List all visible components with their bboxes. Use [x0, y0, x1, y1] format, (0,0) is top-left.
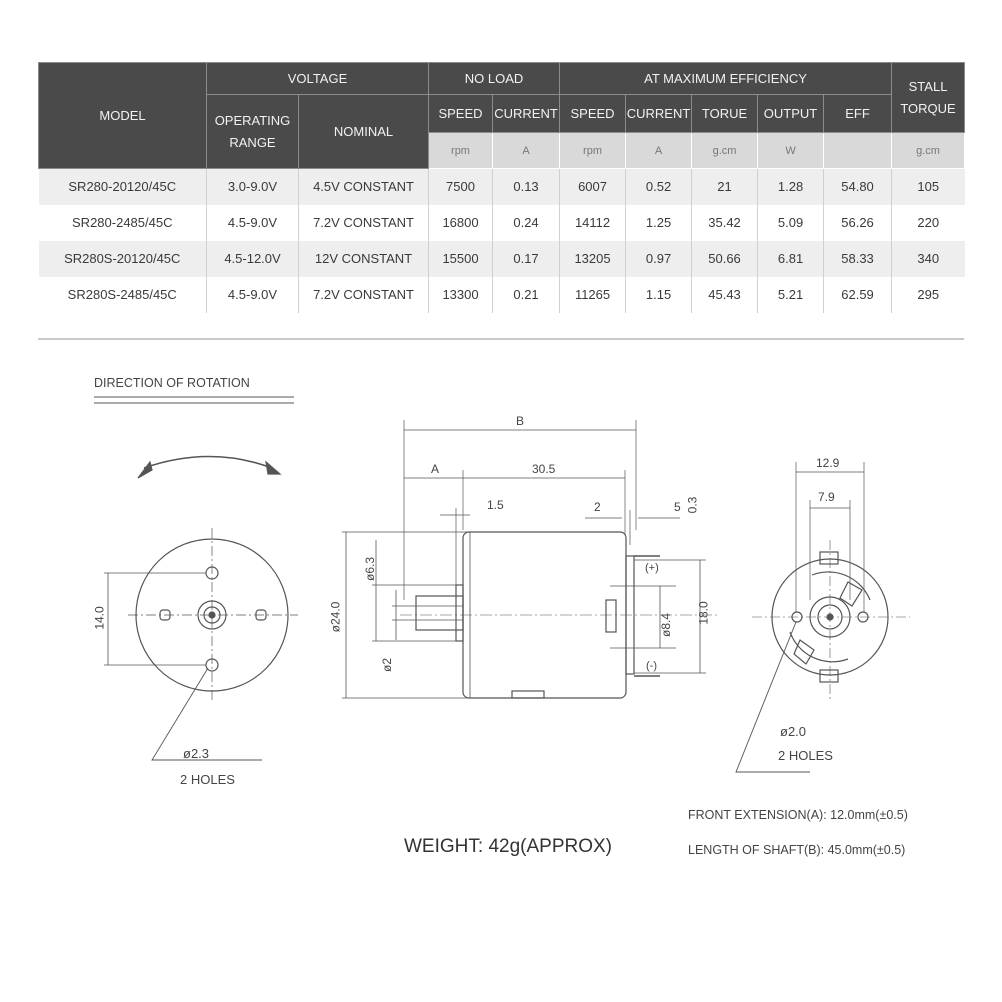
cell-output: 6.81 [758, 241, 824, 277]
unit-nl-speed: rpm [429, 133, 493, 169]
col-me-current: CURRENT [626, 95, 692, 133]
cell-model: SR280-20120/45C [39, 169, 207, 205]
cell-nl-speed: 13300 [429, 277, 493, 313]
stall-label-line2: TORQUE [900, 100, 956, 116]
dim-1-5: 1.5 [487, 498, 504, 512]
unit-stall: g.cm [892, 133, 965, 169]
cell-me-speed: 13205 [560, 241, 626, 277]
cell-nominal: 7.2V CONSTANT [299, 277, 429, 313]
cell-me-current: 1.25 [626, 205, 692, 241]
cell-torque: 45.43 [692, 277, 758, 313]
cell-model: SR280S-2485/45C [39, 277, 207, 313]
cell-output: 5.21 [758, 277, 824, 313]
cell-eff: 56.26 [824, 205, 892, 241]
side-view [342, 420, 720, 698]
dia-8-4: ø8.4 [659, 612, 674, 638]
col-nominal: NOMINAL [299, 95, 429, 169]
cell-nl-speed: 15500 [429, 241, 493, 277]
weight-label: WEIGHT: 42g(APPROX) [404, 836, 612, 857]
cell-nl-current: 0.21 [493, 277, 560, 313]
col-me-torque: TORUE [692, 95, 758, 133]
unit-me-current: A [626, 133, 692, 169]
shaft-length-note: LENGTH OF SHAFT(B): 45.0mm(±0.5) [688, 843, 906, 857]
cell-me-current: 1.15 [626, 277, 692, 313]
cell-range: 3.0-9.0V [207, 169, 299, 205]
col-me-eff: EFF [824, 95, 892, 133]
operating-label-line1: OPERATING [214, 112, 291, 128]
cell-stall: 340 [892, 241, 965, 277]
unit-me-speed: rpm [560, 133, 626, 169]
rear-hole-dia: ø2.0 [780, 724, 807, 739]
front-view [104, 528, 298, 760]
unit-nl-current: A [493, 133, 560, 169]
cell-nominal: 7.2V CONSTANT [299, 205, 429, 241]
dim-b: B [516, 414, 525, 428]
rear-dim-7-9: 7.9 [818, 490, 835, 504]
rear-view [736, 462, 910, 772]
cell-torque: 35.42 [692, 205, 758, 241]
dia-24: ø24.0 [328, 601, 343, 633]
dim-18: 18.0 [696, 601, 711, 625]
operating-label-line2: RANGE [229, 134, 276, 150]
cell-eff: 54.80 [824, 169, 892, 205]
cell-nominal: 12V CONSTANT [299, 241, 429, 277]
dim-a: A [431, 462, 440, 476]
col-group-max-efficiency: AT MAXIMUM EFFICIENCY [560, 63, 892, 95]
rear-dim-12-9: 12.9 [816, 456, 840, 470]
dia-6-3: ø6.3 [363, 556, 378, 582]
col-nl-current: CURRENT [493, 95, 560, 133]
cell-torque: 21 [692, 169, 758, 205]
col-group-no-load: NO LOAD [429, 63, 560, 95]
dim-2: 2 [594, 500, 601, 514]
cell-stall: 220 [892, 205, 965, 241]
cell-output: 5.09 [758, 205, 824, 241]
dia-2: ø2 [380, 657, 395, 673]
cell-eff: 62.59 [824, 277, 892, 313]
cell-me-speed: 14112 [560, 205, 626, 241]
cell-nl-current: 0.13 [493, 169, 560, 205]
cell-nl-speed: 7500 [429, 169, 493, 205]
cell-nominal: 4.5V CONSTANT [299, 169, 429, 205]
front-hole-dia: ø2.3 [183, 746, 210, 761]
front-extension-note: FRONT EXTENSION(A): 12.0mm(±0.5) [688, 808, 908, 822]
col-group-voltage: VOLTAGE [207, 63, 429, 95]
cell-me-current: 0.97 [626, 241, 692, 277]
cell-nl-current: 0.24 [493, 205, 560, 241]
unit-me-torque: g.cm [692, 133, 758, 169]
cell-output: 1.28 [758, 169, 824, 205]
direction-title: DIRECTION OF ROTATION [94, 376, 250, 390]
dim-30-5: 30.5 [532, 462, 556, 476]
cell-me-speed: 11265 [560, 277, 626, 313]
cell-torque: 50.66 [692, 241, 758, 277]
cell-stall: 105 [892, 169, 965, 205]
stall-label-line1: STALL [908, 78, 948, 94]
unit-me-output: W [758, 133, 824, 169]
cell-nl-speed: 16800 [429, 205, 493, 241]
terminal-positive: (+) [645, 562, 659, 574]
dim-0-3: 0.3 [685, 496, 700, 514]
front-hole-count: 2 HOLES [180, 772, 235, 787]
rear-hole-count: 2 HOLES [778, 748, 833, 763]
cell-range: 4.5-12.0V [207, 241, 299, 277]
dim-5: 5 [674, 500, 681, 514]
cell-model: SR280-2485/45C [39, 205, 207, 241]
col-nl-speed: SPEED [429, 95, 493, 133]
col-me-output: OUTPUT [758, 95, 824, 133]
cell-nl-current: 0.17 [493, 241, 560, 277]
cell-me-speed: 6007 [560, 169, 626, 205]
col-me-speed: SPEED [560, 95, 626, 133]
cell-model: SR280S-20120/45C [39, 241, 207, 277]
terminal-negative: (-) [646, 660, 657, 672]
direction-title-underline [94, 397, 294, 403]
rotation-arrow-icon [138, 457, 280, 479]
col-model: MODEL [39, 63, 207, 169]
cell-range: 4.5-9.0V [207, 277, 299, 313]
cell-stall: 295 [892, 277, 965, 313]
cell-eff: 58.33 [824, 241, 892, 277]
cell-me-current: 0.52 [626, 169, 692, 205]
front-height-dim: 14.0 [92, 606, 107, 630]
cell-range: 4.5-9.0V [207, 205, 299, 241]
